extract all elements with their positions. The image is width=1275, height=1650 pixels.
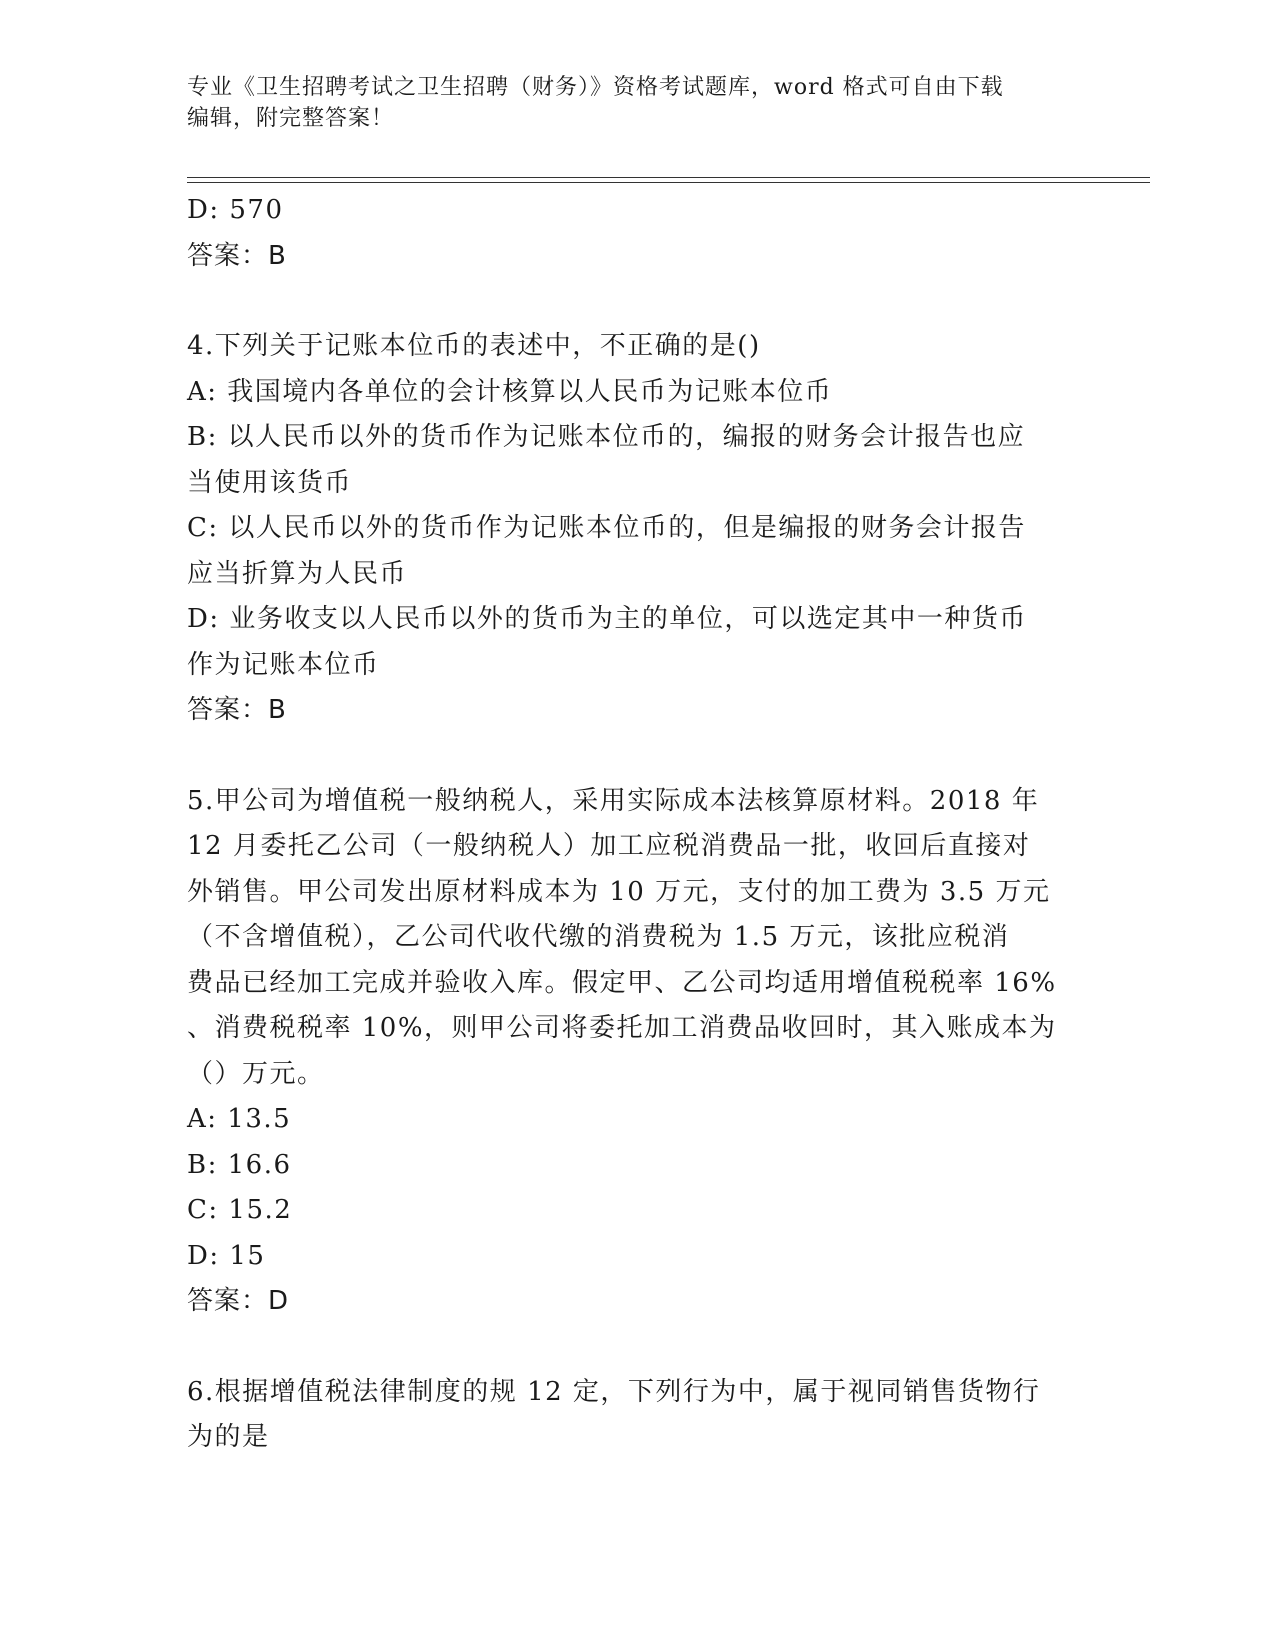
header-line-1: 专业《卫生招聘考试之卫生招聘（财务）》资格考试题库，word 格式可自由下载 — [187, 75, 1004, 100]
q6-stem-2: 为的是 — [187, 1422, 270, 1452]
q4-answer: 答案：B — [187, 695, 287, 725]
page-header — [187, 72, 1087, 134]
q4-option-c: C: 以人民币以外的货币作为记账本位币的，但是编报的财务会计报告 — [187, 513, 1026, 543]
prev-option-d: D: 570 — [187, 195, 284, 225]
q5-stem-2: 12 月委托乙公司（一般纳税人）加工应税消费品一批，收回后直接对 — [187, 831, 1031, 861]
q5-option-c: C: 15.2 — [187, 1195, 293, 1225]
q5-option-d: D: 15 — [187, 1240, 266, 1271]
q5-stem-1: 5.甲公司为增值税一般纳税人，采用实际成本法核算原材料。2018 年 — [187, 785, 1040, 816]
q4-stem: 4.下列关于记账本位币的表述中，不正确的是() — [187, 331, 761, 361]
question-body — [187, 188, 1087, 1461]
q4-option-b: B: 以人民币以外的货币作为记账本位币的，编报的财务会计报告也应 — [187, 422, 1026, 452]
q5-stem-5: 费品已经加工完成并验收入库。假定甲、乙公司均适用增值税税率 16% — [187, 967, 1057, 998]
q4-option-d: D: 业务收支以人民币以外的货币为主的单位，可以选定其中一种货币 — [187, 604, 1027, 634]
header-line-2: 编辑，附完整答案！ — [187, 106, 395, 131]
q4-option-b-cont: 当使用该货币 — [187, 467, 353, 498]
header-divider-bottom — [187, 182, 1150, 183]
q5-answer: 答案：D — [187, 1286, 290, 1316]
q5-option-a: A: 13.5 — [187, 1104, 292, 1134]
q5-stem-3: 外销售。甲公司发出原材料成本为 10 万元，支付的加工费为 3.5 万元 — [187, 876, 1051, 907]
q5-option-b: B: 16.6 — [187, 1149, 292, 1180]
q6-stem-1: 6.根据增值税法律制度的规 12 定，下列行为中，属于视同销售货物行 — [187, 1376, 1041, 1407]
prev-answer: 答案：B — [187, 240, 287, 271]
q4-option-d-cont: 作为记账本位币 — [187, 649, 380, 680]
q5-stem-6: 、消费税税率 10%，则甲公司将委托加工消费品收回时，其入账成本为 — [187, 1013, 1057, 1043]
q4-option-a: A: 我国境内各单位的会计核算以人民币为记账本位币 — [187, 376, 833, 407]
q5-stem-7: （）万元。 — [187, 1058, 325, 1089]
q4-option-c-cont: 应当折算为人民币 — [187, 558, 408, 589]
header-divider-top — [187, 177, 1150, 178]
q5-stem-4: （不含增值税），乙公司代收代缴的消费税为 1.5 万元，该批应税消 — [187, 922, 1010, 952]
